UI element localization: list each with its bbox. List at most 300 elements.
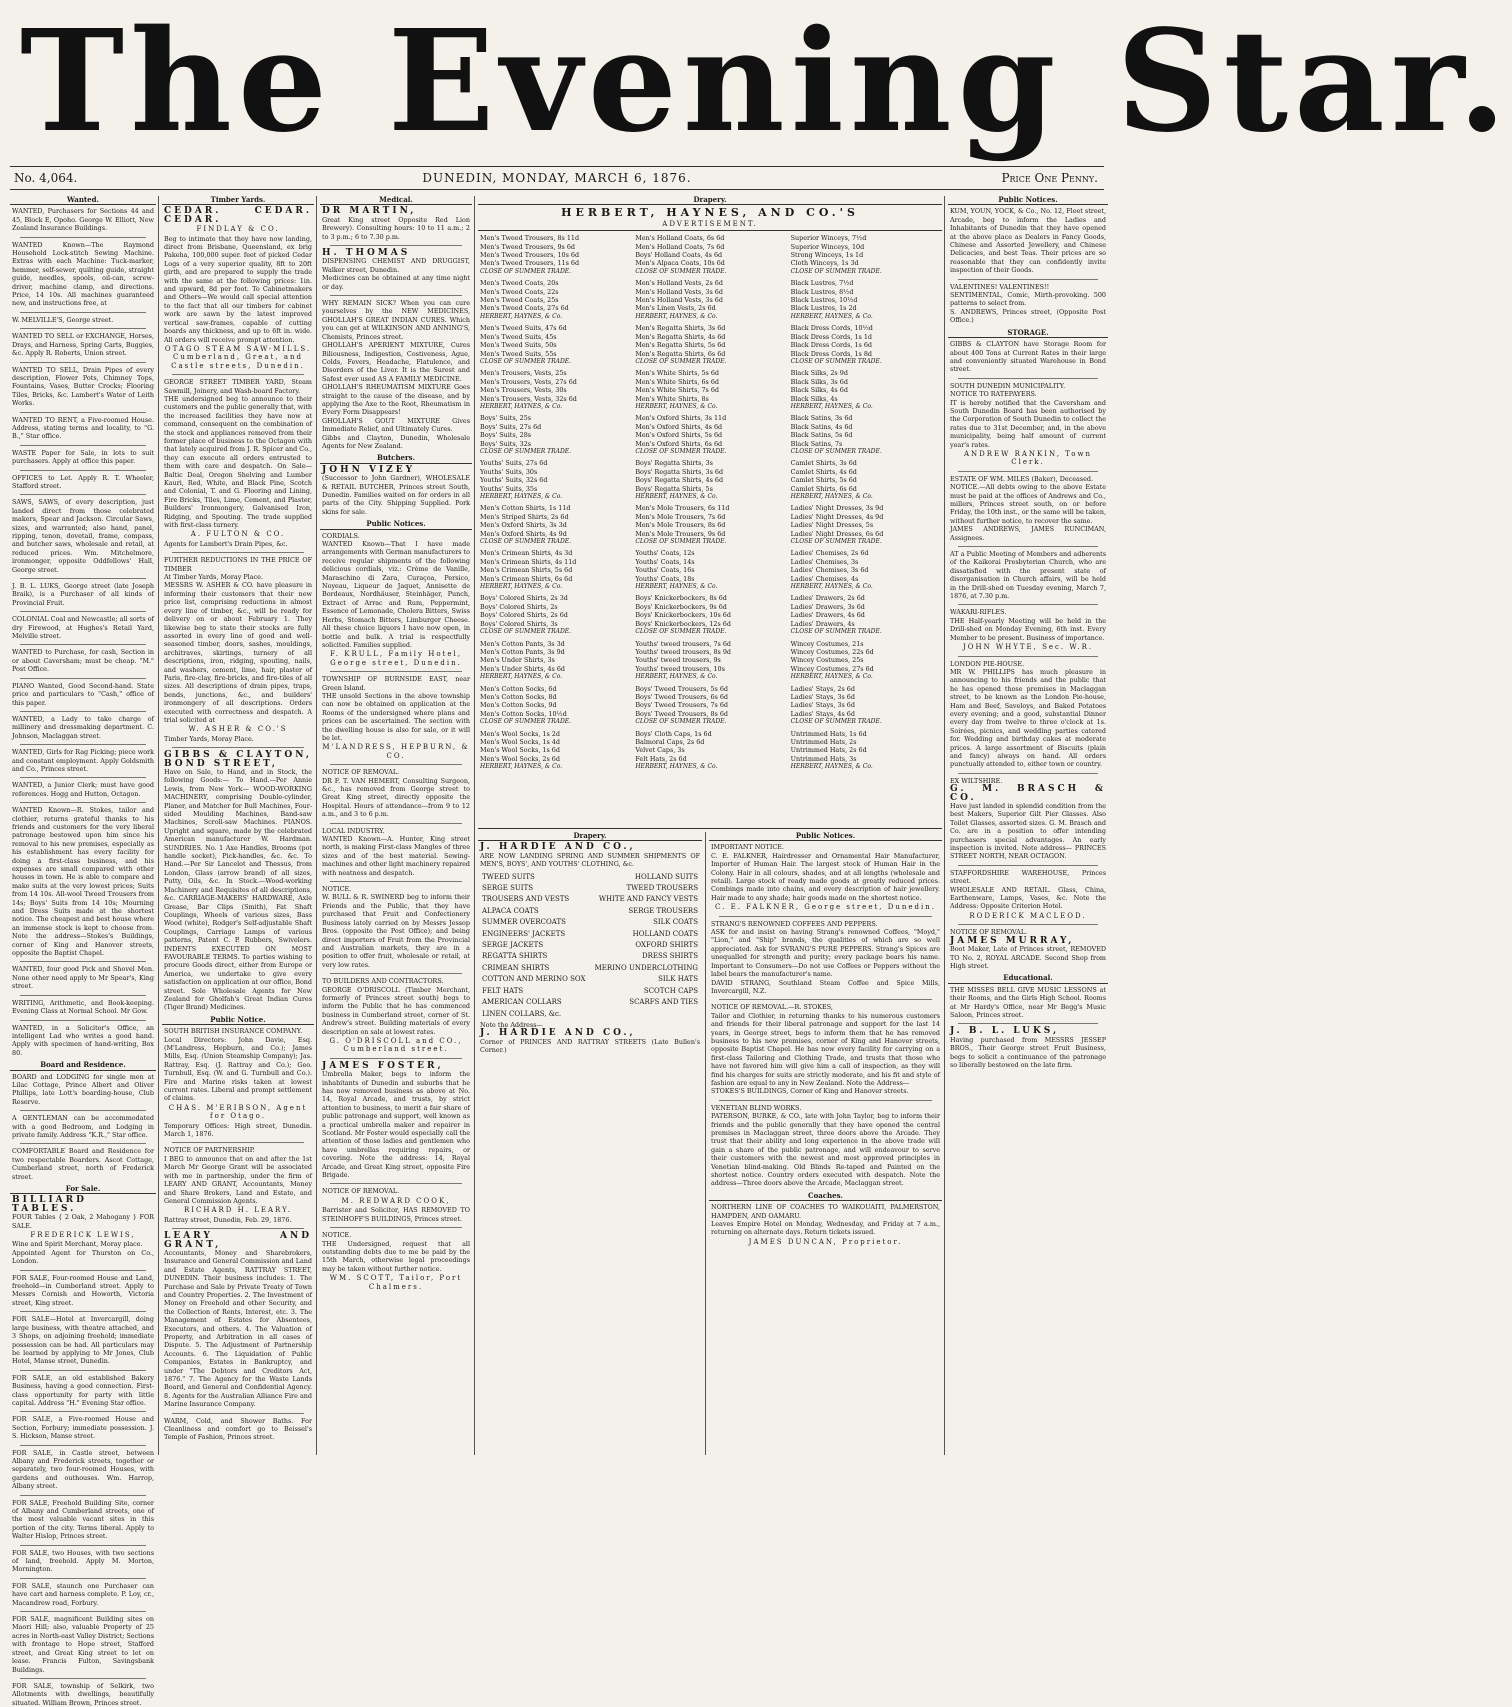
section-heading: Drapery. [478,832,702,841]
clothing-row [482,1010,698,1018]
divider [20,1020,146,1021]
price-line: Camlet Shirts, 3s 6d [790,459,857,468]
price-group [480,459,629,501]
ad-body: BOARD and LODGING for single men at Lilac Cottage, Prince Albert and Oliver Phillips, late Lott's boarding-house, Club Reserve. [12,1072,154,1106]
price-line: Men's White Shirts, 6s 6d [635,377,719,386]
ad-sub: At Timber Yards, Moray Place. [164,573,263,582]
price-footer: HERBERT, HAYNES, & Co. [790,763,873,771]
wakari-ad [950,608,1106,651]
clothing-row [482,987,698,995]
price-line: Boys' Colored Shirts, 2s 3d [480,594,568,603]
price-footer: HERBERT, HAYNES, & Co. [480,583,563,591]
divider [172,1142,304,1143]
section-heading: STORAGE. [948,329,1108,338]
divider [20,611,146,612]
column-public-notices [709,832,942,1455]
price-group [791,414,940,456]
ad-body: WANTED Known—A. Hunter, King street north, is making First-class Mangles of three sizes and of the best material. Sewing-machines and other light machinery repaired with neatness and despatch. [322,835,470,877]
coaches-ad [711,1203,940,1246]
classified-ad [12,1274,154,1308]
divider [20,1311,146,1312]
column-rule [158,196,159,1455]
ad-body: FOR SALE, Freehold Building Site, corner of Albany and Cumberland streets, one of the most valuable vacant sites in this portion of the city. Terms liberal. Apply to Walter Hislop, Princes street. [12,1498,154,1541]
price-group [480,640,629,682]
ad-body: KUM, YOUN, YOCK, & Co., No. 12, Fleet street, Arcade, beg to inform the Ladies and Inhabitants of Dunedin that they have opened at the above place as Dealers in Fancy Goods, Chinese and Assorted Jewellery, and Chinese Delicacies, and best Teas. Their prices are so reasonable that they can confidently invite inspection of their Goods. [950,207,1106,275]
price-line: Men's Wool Socks, 1s 2d [480,729,560,738]
ad-body: WANTED Known—The Raymond Household Lock-stitch Sewing Machine. Extras with each Machine: Tuck-marker, hemmer, self-sewer, quilting guide, straight guide, needles, spools, oil-can, screw-driver, machine clamp, and directions. Price, 14 10s. All machines guaranteed new, and instructions free, at [12,240,154,308]
clothing-item: SERGE JACKETS [482,941,544,950]
price-line: Black Lustres, 7½d [790,279,854,288]
clothing-item: WHITE AND FANCY VESTS [598,895,698,904]
price-line: Men's Tweed Suits, 45s [480,332,557,341]
price-line: Ladies' Chemises, 2s 6d [790,549,869,558]
luks-ad [950,1027,1106,1069]
divider [330,973,462,974]
ad-title: LONDON PIE-HOUSE. [950,659,1025,668]
ad-body: FOR SALE, staunch one Purchaser can have cart and harness complete. P. Loy, cr., Macandrew road, Forbury. [12,1581,154,1607]
ad-body: COMFORTABLE Board and Residence for two respectable Boarders. Ascot Cottage, Cumberland street, north of Frederick street. [12,1147,154,1181]
price-footer: CLOSE OF SUMMER TRADE. [480,718,572,726]
price-group [791,279,940,321]
ad-body: FOR SALE, two Houses, with two sections of land, freehold. Apply M. Morton, Mornington. [12,1548,154,1574]
ad-name: S. ANDREWS, Princes street, (Opposite Post Office.) [950,307,1106,325]
asher-ad [164,556,312,743]
price-line: Boys' Tweed Trousers, 6s 6d [635,692,729,701]
ad-body: WANTED TO SELL or EXCHANGE, Horses, Drays, and Harness, Spring Carts, Buggies, &c. Apply R. Roberts, Union street. [12,332,154,358]
ad-name: JOHN WHYTE, Sec. W.R. [962,643,1094,652]
clothing-item: SILK COATS [653,918,698,927]
divider [20,644,146,645]
clothing-item: AMERICAN COLLARS [482,998,562,1007]
ad-title: NOTICE. [322,885,352,894]
price-footer: HERBERT, HAYNES, & Co. [635,673,718,681]
price-line: Black Lustres, 8½d [790,287,854,296]
price-group [791,594,940,636]
ad-body: OFFICES to Let. Apply R. T. Wheeler, Stafford street. [12,473,154,490]
price-line: Men's Cotton Socks, 8d [480,692,557,701]
classified-ad [12,1682,154,1707]
price-footer: CLOSE OF SUMMER TRADE. [480,538,572,546]
price-line: Youths' Suits, 30s [480,467,538,476]
clothing-row [482,952,698,960]
ad-body: FOR SALE, magnificent Building sites on Maori Hill; also, valuable Property of 25 acres in North-east Valley District; Sections with frontage to Hope street, Stafford street, and Great King street to let on lease. Francis Fulton, Savingsbank Buildings. [12,1615,154,1674]
price-line: Men's Tweed Coats, 25s [480,296,559,305]
price-group [635,730,784,772]
ad-title: NOTICE OF REMOVAL. [950,928,1028,937]
price-line: Wincey Costumes, 25s [790,656,864,665]
ad-body: SAWS, SAWS, of every description, just landed direct from those celebrated makers, Spear and Jackson. Circular Saws, sizes, and warranted; also hand, panel, ripping, tenon, dovetail, frame, compass, and butcher saws, wholesale and retail, at reduced prices. Wm. Mitchelmore, ironmonger, opposite Oddfellows' Hall, George street. [12,498,154,574]
price-line: Men's Tweed Suits, 55s [480,349,557,358]
clothing-row [482,975,698,983]
price-group [791,549,940,591]
ad-body: THE undersigned beg to announce to their customers and the public generally that, with the increased facilities they have now at command, consequent on the combination of the stock and appliances removed from their former place of business to the Octagon with that lately acquired from J. R. Spicer and Co., they can execute all orders entrusted to them with care and despatch. On Sale—Baltic Deal, Oregon Shelving and Lumber Kauri, Red, White, and Black Pine, Scotch and Colonial, T. and G. Flooring and Lining, Fire Bricks, Tiles, Lime, Cement, and Plaster, Builders' Ironmongery, Galvanised Iron, Ridging, and Spouting. The trade supplied with first-class turnery. [164,394,312,530]
price-line: Boys' Tweed Trousers, 8s 6d [635,709,729,718]
price-line: Black Dress Cords, 1s 6d [790,341,872,350]
clothing-item: TROUSERS AND VESTS [482,895,570,904]
classified-ad [12,1449,154,1491]
classified-ad [12,449,154,466]
price-line: Ladies' Chemises, 3s 6d [790,566,869,575]
hh-list-left [480,234,629,774]
classified-ad [12,682,154,707]
divider [20,1495,146,1496]
ad-body: W. MELVILLE'S, George street. [12,315,114,324]
price-line: Men's White Shirts, 5s 6d [635,369,719,378]
price-line: Youths' Suits, 27s 6d [480,459,548,468]
divider [20,328,146,329]
clothing-item: TWEED TROUSERS [626,884,698,893]
ad-body: FOR SALE, township of Selkirk, two Allotments with dwellings, beautifully situated. William Brown, Princes street. [12,1681,154,1707]
ad-title: STRANG'S RENOWNED COFFEES AND PEPPERS. [711,919,878,928]
hemert-ad [322,768,470,818]
price-group [635,414,784,456]
ad-body: WANTED TO RENT, a Five-roomed House. Address, stating terms and locality, to "G. B.," Star office. [12,415,154,441]
ad-body: Having purchased from MESSRS JESSEP BROS., Their George street Fruit Business, begs to solicit a continuance of the patronage so liberally bestowed on the late firm. [950,1035,1106,1069]
column-timber [162,196,314,1455]
divider [20,1411,146,1412]
section-heading: Wanted. [10,196,156,205]
board-ads [10,1073,156,1181]
ad-sub: Temporary Offices: High street, Dunedin. March 1, 1876. [164,1121,312,1139]
price-line: Strong Winceys, 1s 1d [790,251,864,260]
price-footer: CLOSE OF SUMMER TRADE. [635,718,727,726]
divider [719,916,932,917]
price-line: Superior Winceys, 7½d [790,234,867,243]
ad-name: M. REDWARD COOK, [341,1196,451,1205]
clothing-item: DRESS SHIRTS [642,952,698,961]
price-group [480,369,629,411]
dateline-bar [10,166,1104,190]
ad-body: WRITING, Arithmetic, and Book-keeping. Evening Class at Normal School. Mr Gow. [12,998,154,1016]
stokes-ad [711,1003,940,1095]
price-line: Men's Oxford Shirts, 3s 3d [480,521,567,530]
price-footer: HERBERT, HAYNES, & Co. [635,312,718,320]
divider [20,1678,146,1679]
price-line: Untrimmed Hats, 3s [790,754,857,763]
price-line: Camlet Shirts, 5s 6d [790,476,857,485]
ad-body: PIANO Wanted, Good Second-hand. State price and particulars to "Cash," office of this paper. [12,681,154,707]
price-line: Youths' tweed trousers, 10s [635,664,725,673]
divider [330,764,462,765]
column-rule [316,196,317,1455]
price-line: Balmoral Caps, 2s 6d [635,737,705,746]
price-line: Men's Tweed Trousers, 8s 11d [480,234,580,243]
price-group [480,594,629,636]
ad-title: NORTHERN LINE OF COACHES TO WAIKOUAITI, PALMERSTON, HAMPDEN, AND OAMARU. [711,1203,940,1220]
issue-price: Price One Penny. [1001,171,1098,185]
price-line: Boys' Regatta Shirts, 5s [635,484,713,493]
divider [20,362,146,363]
price-footer: CLOSE OF SUMMER TRADE. [635,357,727,365]
ad-sub: Agents for Lambert's Drain Pipes, &c. [164,539,288,548]
clothing-item: ENGINEERS' JACKETS [482,929,566,938]
price-footer: HERBERT, HAYNES, & Co. [480,673,563,681]
divider [958,604,1098,605]
staffordshire-ad [950,869,1106,920]
divider [172,1228,304,1229]
classified-ad [12,241,154,308]
ad-body: DR F. T. VAN HEMERT, Consulting Surgeon, &c., has removed from George street to Great King street, directly opposite the Hospital. Hours of attendance—from 9 to 12 a.m., and 3 to 6 p.m. [322,776,470,819]
price-line: Wincey Costumes, 22s 6d [790,647,874,656]
section-heading: Public Notice. [162,1016,314,1025]
ad-name: JAMES MURRAY, [950,935,1075,946]
section-heading: Public Notices. [948,196,1108,205]
ad-body: WANTED, four good Pick and Shovel Men. None other need apply to Mr Spear's, King street. [12,965,154,991]
column-wanted [10,195,156,1707]
ad-name: STOKES'S BUILDINGS, Corner of King and Hanover streets. [711,1087,909,1096]
price-line: Boys' Knickerbockers, 8s 6d [635,594,727,603]
ad-title: DR MARTIN, [322,206,417,217]
price-line: Untrimmed Hats, 1s 6d [790,729,867,738]
price-line: Men's Cotton Pants, 3s 9d [480,647,565,656]
price-line: Men's Oxford Shirts, 3s 11d [635,414,727,423]
ad-name: G. M. BRASCH & CO. [950,784,1106,803]
price-line: Youths' Coats, 14s [635,557,695,566]
classified-ad [12,999,154,1016]
ad-body: MR W. PHILLIPS has much pleasure in announcing to his friends and the public that he has opened those premises in Maclaggan street, to be known as the London Pie-house, Ham and Beef, Saveloys, and Baked Potatoes every evening; and a good, substantial Dinner every day from twelve to three o'clock at 1s. Soirées, picnics, and wedding parties catered for. Wedding and birthday cakes at moderate prices. A large assortment of Biscuits (plain and fancy) always on hand. All orders punctually attended to, either town or country. [950,667,1106,769]
ad-name: A. FULTON & CO. [190,530,286,539]
price-line: Boys' Colored Shirts, 3s [480,619,558,628]
column-medical [320,196,472,1455]
clothing-item: MERINO UNDERCLOTHING [594,963,698,972]
ad-body: Local Directors: John Davie, Esq. (M'Landress, Hepburn, and Co.); James Mills, Esq. (Union Steamship Company); Jas. Rattray, Esq. (J. Rattray and Co.); Geo. Turnbull, Esq. (W. and G. Turnbull and Co.). Fire and Marine risks taken at lowest current rates. Liberal and prompt settlement of claims. [164,1035,312,1103]
ad-body: FOR SALE—Hotel at Invercargill, doing large business, with theatre attached, and 3 Shops, on adjoining freehold; immediate possession can be had. All particulars may be learned by applying to Mr Jones, Club Hotel, Manse street, Dunedin. [12,1315,154,1366]
partnership-ad [164,1146,312,1224]
price-line: Men's Wool Socks, 2s 6d [480,754,560,763]
ad-body: WANTED Known—That I have made arrangements with German manufacturers to receive regular shipments of the following delicious cordials, viz.: Crème de Vanille, Maraschino di Zara, Curaçoa, Persico, Noyeau, Liqueur de Jaquet, Annisette de Bordeaux, Nordhäuser, Steinhäger, Punch, Extract of Arrac and Rum, Peppermint, Essence of Lemonade, Cholera Bitters, Swiss Herbs, Stomach Bitters, Limburger Cheese. All these choice liquors I have now open, in bottle and bulk. A trial is respectfully solicited. Families supplied. [322,540,470,649]
price-group [480,549,629,591]
divider [172,747,304,748]
price-line: Ladies' Stays, 3s 6d [790,701,855,710]
ad-body: GHOLLAH'S GOUT MIXTURE Gives Immediate Relief, and Ultimately Cures. [322,416,470,434]
divider [330,245,462,246]
ad-body: I BEG to announce that on and after the 1st March Mr George Grant will be associated with me in partnership, under the firm of LEARY AND GRANT, Accountants, Money and Share Brokers, Land and Estate, and General Commission Agents. [164,1154,312,1205]
price-group [635,594,784,636]
divider [958,546,1098,547]
ad-body: WANTED TO SELL, Drain Pipes of every description, Flower Pots, Chimney Tops, Fountains, Vases, Butter Crocks; Flooring Tiles, Bricks, &c. Lambert's Water of Leith Works. [12,365,154,408]
ad-name: W. ASHER & CO.'S [188,725,288,734]
price-line: Ladies' Night Dresses, 6s 6d [790,529,884,538]
price-footer: CLOSE OF SUMMER TRADE. [480,447,572,455]
price-line: Men's Crimean Shirts, 6s 6d [480,574,573,583]
price-line: Men's Wool Socks, 1s 6d [480,746,560,755]
column-rule [474,196,475,1455]
ad-body: Medicines can be obtained at any time night or day. [322,274,470,291]
price-group [480,730,629,772]
valentines-ad [950,283,1106,325]
ad-body: WANTED, a Junior Clerk; must have good references. Hogg and Hutton, Octagon. [12,781,154,798]
ad-body: WHOLESALE AND RETAIL. Glass, China, Earthenware, Lamps, Vases, &c. Note the Address: Opposite Criterion Hotel. [950,885,1106,911]
price-line: Ladies' Night Dresses, 3s 9d [790,504,884,513]
ad-body: FOR SALE, Four-roomed House and Land, freehold—in Cumberland street. Apply to Messrs Cornish and Howorth, Victoria street, King street. [12,1273,154,1307]
price-line: Black Dress Cords, 10½d [790,324,873,333]
price-line: Men's Trousers, Vests, 32s 6d [480,394,577,403]
price-line: Men's Crimean Shirts, 5s 6d [480,566,573,575]
price-footer: CLOSE OF SUMMER TRADE. [790,718,882,726]
price-footer: HERBERT, HAYNES, & Co. [790,312,873,320]
murray-ad [950,928,1106,970]
price-footer: HERBERT, HAYNES, & Co. [790,673,873,681]
billiard-ad [12,1196,154,1265]
ad-body: WASTE Paper for Sale, in lots to suit purchasers. Apply at office this paper. [12,448,154,466]
divider [958,924,1098,925]
ad-title: CEDAR. CEDAR. CEDAR. [164,206,312,225]
kaikorai-ad [950,550,1106,600]
ad-name: RICHARD H. LEARY. [183,1206,293,1215]
price-line: Youths' tweed trousers, 8s 9d [635,647,732,656]
price-line: Men's Cotton Socks, 9d [480,701,557,710]
classified-ad [12,1615,154,1674]
column-rule [705,832,706,1455]
price-line: Men's Holland Vests, 3s 6d [635,287,723,296]
price-line: Ladies' Stays, 2s 6d [790,684,855,693]
price-line: Ladies' Night Dresses, 4s 9d [790,512,884,521]
ad-name: FINDLAY & CO. [196,225,280,234]
classified-ad [12,1147,154,1181]
ad-body: GIBBS & CLAYTON have Storage Room for about 400 Tons at Current Rates in their large and conveniently situated Warehouse in Bond street. [950,340,1106,374]
builders-ad [322,977,470,1054]
price-group [635,459,784,501]
foster-ad [322,1062,470,1180]
price-line: Black Dress Cords, 1s 1d [790,332,872,341]
price-line: Boys' Suits, 28s [480,431,532,440]
ad-body: Tailor and Clothier, in returning thanks to his numerous customers and friends for their liberal patronage and support for the last 14 years, in George street, begs to inform them that he has removed business to his new premises, corner of King and Hanover streets, opposite Baptist Chapel. He has now every facility for carrying on a first-class Tailoring and Clothing Trade, and trusts that those who have not favored him will give him a call of inspection, as they will find his charges for suits are strictly moderate, and his fit and style of fashion are equal to any in New Zealand. Note the Address— [711,1011,940,1087]
ad-body: NOTICE.—All debts owing to the above Estate must be paid at the offices of Andrews and Co., millers, Princes street south, on or before Friday, the 10th inst., or the same will be taken, without further notice, to recover the same. [950,483,1106,525]
price-footer: HERBERT, HAYNES, & Co. [635,493,718,500]
divider [20,1445,146,1446]
price-line: Men's Mole Trousers, 6s 11d [635,504,730,513]
divider [20,1143,146,1144]
price-line: Boys' Tweed Trousers, 5s 6d [635,684,729,693]
price-line: Ladies' Drawers, 2s 6d [790,594,865,603]
falkner-ad [711,843,940,911]
price-line: Men's Regatta Shirts, 3s 6d [635,324,726,333]
divider [20,678,146,679]
clothing-item: LINEN COLLARS, &c. [482,1009,562,1018]
price-line: Youths' Coats, 18s [635,574,695,583]
price-line: Boys' Colored Shirts, 2s 6d [480,611,568,620]
baths-ad [164,1417,312,1442]
cedar-ad [164,207,312,370]
divider [958,865,1098,866]
price-line: Felt Hats, 2s 6d [635,754,687,763]
divider [20,995,146,996]
issue-number: No. 4,064. [14,171,78,185]
ad-body: W. BULL & R. SWINERD beg to inform their Friends and the Public, that they have purchased that Fruit and Confectionery Business lately carried on by Messrs Jessop Bros. (opposite the Post Office); and being direct importers of Fruit from the Provincial and Australian markets, they are in a position to offer fruit, wholesale or retail, at very low rates. [322,893,470,969]
ad-title: ESTATE OF WM. MILES (Baker), Deceased. [950,474,1093,483]
ad-body: Beg to intimate that they have now landing, direct from Brisbane, Queensland, ex brig Pakeha, 100,000 super. feet of picked Cedar Logs of a very superior quality, 8ft to 20ft girth, and are prepared to supply the trade with the same at the following prices: 1in. and upward, 8d per foot. To Cabinetmakers and Others—We would call special attention to the fact that all our timbers for cabinet work are sawn by the latest improved vertical saw-frames, capable of cutting boards any thickness, and up to 6ft in. wide. All orders will receive prompt attention. [164,234,312,344]
ad-body: THE Half-yearly Meeting will be held in the Drill-shed on Monday Evening, 6th inst. Every Member to be present. Business of importance. [950,616,1106,642]
price-line: Black Satins, 5s 6d [790,431,853,440]
divider [330,1183,462,1184]
ad-sub: Note the Address— [480,1020,543,1029]
ad-body: C. E. FALKNER, Hairdresser and Ornamental Hair Manufacturer, Importer of Human Hair. The largest stock of Human Hair in the Colony. Hair in all colours, shades, and at all lengths (wholesale and retail). Large stock of ready made goods at greatly reduced prices. Combings made into chains, and every description of hair jewellery. Hair made to any shade; hair goods made on the shortest notice. [711,851,940,902]
price-line: Youths' Suits, 35s [480,484,538,493]
ad-title: WAKARI-RIFLES. [950,608,1007,617]
price-line: Men's Tweed Coats, 20s [480,279,559,288]
ad-name: WM. SCOTT, Tailor, Port Chalmers. [329,1274,463,1291]
divider [172,1413,304,1414]
clothing-item: SCOTCH CAPS [643,986,698,995]
clothing-row [482,884,698,892]
price-group [480,279,629,321]
divider [20,1270,146,1271]
classified-ad [12,332,154,357]
ad-body: WARM, Cold, and Shower Baths. For Cleanliness and comfort go to Beissel's Temple of Fashion, Princes street. [164,1416,312,1442]
price-footer: CLOSE OF SUMMER TRADE. [790,538,882,546]
divider [172,552,304,553]
price-line: Boys' Knickerbockers, 12s 6d [635,619,731,628]
divider [958,279,1098,280]
insurance-ad [164,1027,312,1138]
price-group [635,640,784,682]
ad-name: C. E. FALKNER, George street, Dunedin. [715,903,936,912]
divider [958,656,1098,657]
ad-title: CORDIALS. [322,531,360,540]
price-line: Boys' Regatta Shirts, 3s 6d [635,467,724,476]
newspaper-title: The Evening Star. [20,0,1512,164]
price-line: Youths' Coats, 16s [635,566,695,575]
ad-name: OTAGO STEAM SAW-MILLS. Cumberland, Great, and Castle streets, Dunedin. [164,344,312,370]
price-footer: CLOSE OF SUMMER TRADE. [790,357,882,365]
ad-sub: Great King street Opposite Red Lion Brewery). Consulting hours: 10 to 11 a.m.; 2 to 3 p.m.; 6 to 7.30 p.m. [322,215,470,241]
ad-title: NOTICE OF REMOVAL. [322,1187,400,1196]
ad-body: Barrister and Solicitor, HAS REMOVED TO STEINHOFF'S BUILDINGS, Princes street. [322,1206,470,1223]
hh-subtitle: ADVERTISEMENT. [662,219,758,228]
ad-body: Boot Maker, Late of Princes street, REMOVED TO No. 2, ROYAL ARCADE. Second Shop from High street. [950,945,1106,970]
divider [20,445,146,446]
ad-sub: ARE NOW LANDING SPRING AND SUMMER SHIPMENTS OF MEN'S, BOYS', AND YOUTHS' CLOTHING, &c. [480,851,700,869]
classified-ad [12,648,154,673]
price-line: Men's Tweed Trousers, 10s 6d [480,251,580,260]
price-line: Velvet Caps, 3s [635,746,685,755]
price-line: Boys' Suits, 27s 6d [480,422,542,431]
price-line: Men's Cotton Socks, 6d [480,684,557,693]
ad-body: FOR SALE, an old established Bakery Business, having a good connection. First-class opportunity for party with little capital. Address "H." Evening Star office. [12,1373,154,1407]
price-line: Ladies' Drawers, 4s 6d [790,611,865,620]
clothing-row [482,998,698,1006]
price-group [480,504,629,546]
price-footer: HERBERT, HAYNES, & Co. [790,493,873,500]
price-line: Ladies' Drawers, 3s 6d [790,602,865,611]
section-heading: Medical. [320,196,472,205]
price-footer: CLOSE OF SUMMER TRADE. [790,267,882,275]
clothing-item: TWEED SUITS [482,872,535,881]
clothing-row [482,964,698,972]
ad-sub: Corner of PRINCES AND RATTRAY STREETS (Late Bullen's Corner.) [480,1037,700,1055]
clothing-item: ALPACA COATS [482,906,539,915]
classified-ad [12,615,154,640]
price-footer: CLOSE OF SUMMER TRADE. [635,447,727,455]
clothing-item: FELT HATS [482,986,524,995]
price-line: Men's Holland Coats, 7s 6d [635,242,725,251]
kum-ad [950,207,1106,274]
price-line: Men's Cotton Socks, 10½d [480,709,567,718]
venetian-ad [711,1104,940,1188]
price-line: Black Silks, 3s 6d [790,377,848,386]
divider [330,671,462,672]
price-line: Men's Holland Vests, 2s 6d [635,279,723,288]
ad-body: Leaves Empire Hotel on Monday, Wednesday, and Friday at 7 a.m., returning on alternate days. Return tickets issued. [711,1220,940,1237]
divider [719,1100,932,1101]
divider [20,1110,146,1111]
ad-name: JAMES ANDREWS, JAMES RUNCIMAN, Assignees. [950,525,1106,542]
classified-ad [12,207,154,232]
ad-body: COLONIAL Coal and Newcastle; all sorts of dry Firewood, at Hughes's Retail Yard, Melville street. [12,615,154,641]
billiard-title: BILLIARD TABLES. [12,1195,87,1214]
price-line: Men's Alpaca Coats, 10s 6d [635,259,725,268]
classified-ad [12,1499,154,1541]
